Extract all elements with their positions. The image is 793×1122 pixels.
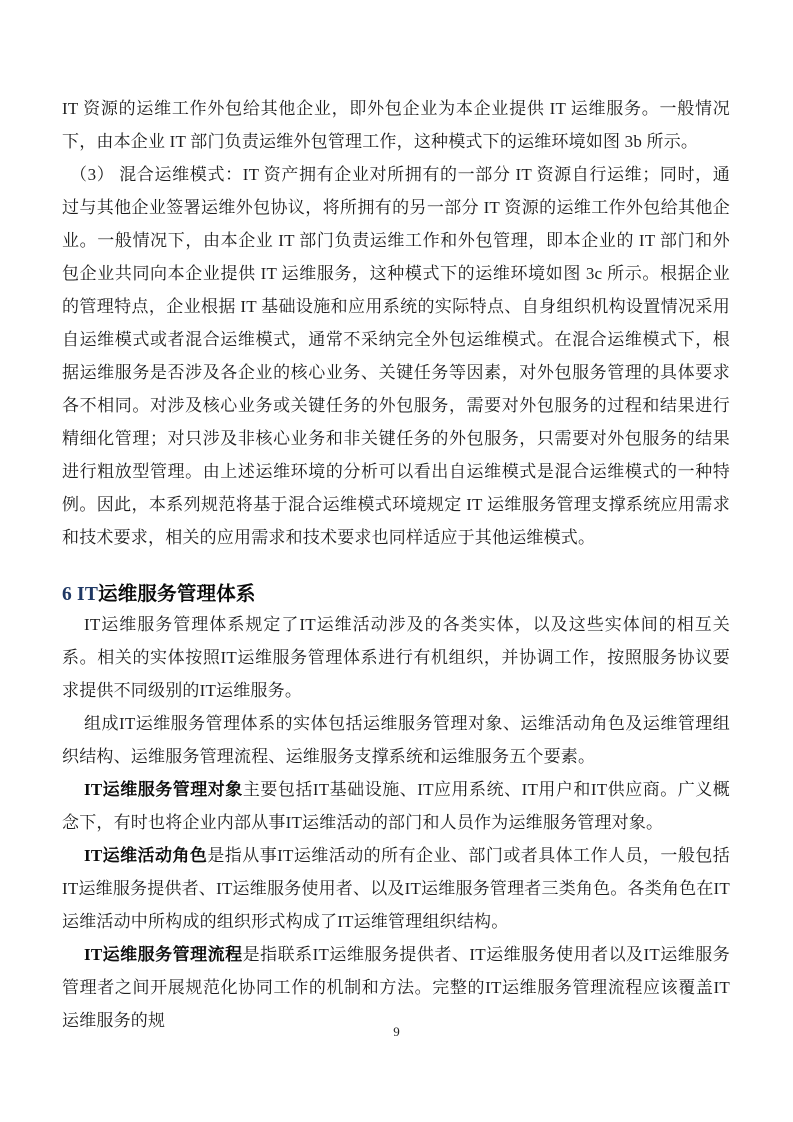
paragraph-text: 是指联系IT运维服务提供者、IT运维服务使用者以及IT运维服务管理者之间开展规范化协同工作的机制和方法。完整的IT运维服务管理流程应该覆盖IT运维服务的规: [62, 945, 730, 1030]
paragraph: （3） 混合运维模式：IT 资产拥有企业对所拥有的一部分 IT 资源自行运维；同时，通过与其他企业签署运维外包协议，将所拥有的另一部分 IT 资源的运维工作外包给其他企业。一般情况下，由本企业 IT 部门负责运维工作和外包管理，即本企业的 IT 部门和外包企业共同向本企业提供 IT 运维服务，这种模式下的运维环境如图 3c 所示。根据企业的管理特点，企业根据 IT 基础设施和应用系统的实际特点、自身组织机构设置情况采用自运维模式或者混合运维模式，通常不采纳完全外包运维模式。在混合运维模式下，根据运维服务是否涉及各企业的核心业务、关键任务等因素，对外包服务管理的具体要求各不相同。对涉及核心业务或关键任务的外包服务，需要对外包服务的过程和结果进行精细化管理；对只涉及非核心业务和非关键任务的外包服务，只需要对外包服务的结果进行粗放型管理。由上述运维环境的分析可以看出自运维模式是混合运维模式的一种特例。因此，本系列规范将基于混合运维模式环境规定 IT 运维服务管理支撑系统应用需求和技术要求，相关的应用需求和技术要求也同样适应于其他运维模式。: [62, 165, 730, 547]
paragraph-text: 是指从事IT运维活动的所有企业、部门或者具体工作人员，一般包括IT运维服务提供者、IT运维服务使用者、以及IT运维服务管理者三类角色。各类角色在IT运维活动中所构成的组织形式构成了IT运维管理组织结构。: [62, 846, 730, 931]
paragraph-lead-term: IT运维服务管理对象: [84, 780, 243, 799]
paragraph: IT 资源的运维工作外包给其他企业，即外包企业为本企业提供 IT 运维服务。一般情况下，由本企业 IT 部门负责运维外包管理工作，这种模式下的运维环境如图 3b 所示。: [62, 99, 730, 151]
paragraph: [62, 773, 730, 839]
paragraph-lead-term: IT运维活动角色: [84, 846, 208, 865]
paragraph: [62, 938, 730, 1037]
paragraph: IT运维服务管理体系规定了IT运维活动涉及的各类实体，以及这些实体间的相互关系。相关的实体按照IT运维服务管理体系进行有机组织，并协调工作，按照服务协议要求提供不同级别的IT运维服务。: [62, 615, 730, 700]
paragraph-text: 主要包括IT基础设施、IT应用系统、IT用户和IT供应商。广义概念下，有时也将企业内部从事IT运维活动的部门和人员作为运维服务管理对象。: [62, 780, 730, 832]
paragraph-lead-term: IT运维服务管理流程: [84, 945, 243, 964]
page-content: [62, 92, 730, 1037]
page-number: 9: [393, 1024, 400, 1039]
paragraph: [62, 839, 730, 938]
section-heading-number: 6 IT: [62, 584, 99, 605]
section-heading-title: 运维服务管理体系: [98, 584, 256, 605]
section-heading: [62, 581, 730, 608]
paragraph: 组成IT运维服务管理体系的实体包括运维服务管理对象、运维活动角色及运维管理组织结构、运维服务管理流程、运维服务支撑系统和运维服务五个要素。: [62, 714, 730, 766]
